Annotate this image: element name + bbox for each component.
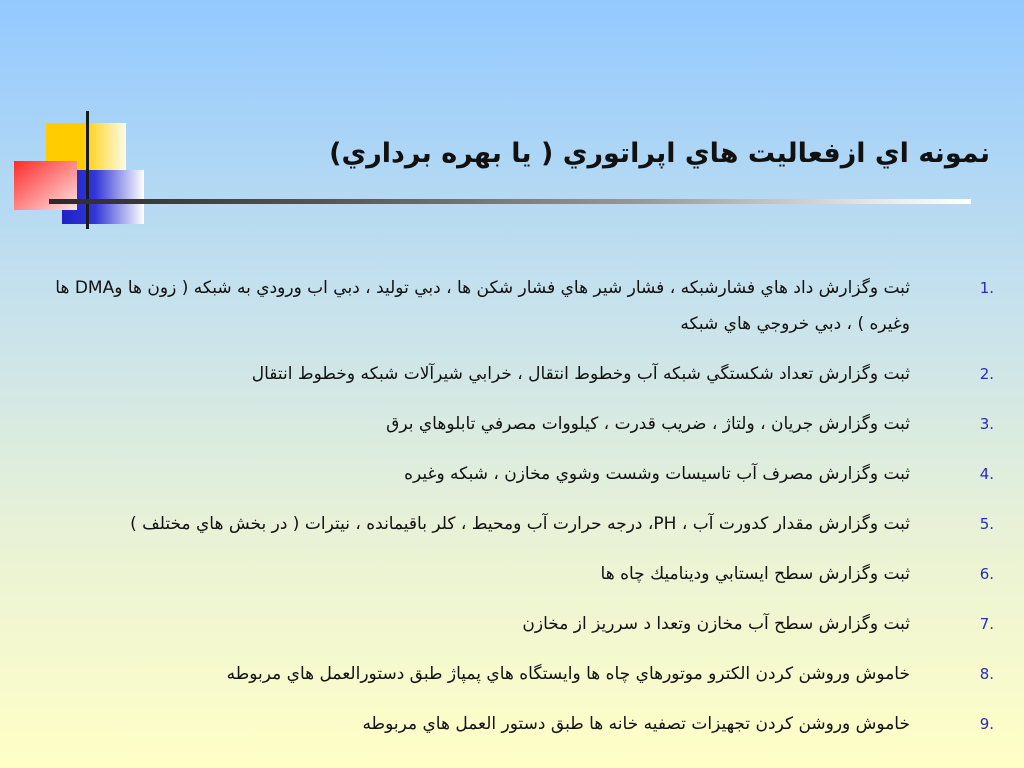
- list-item: [49, 556, 994, 592]
- list-item-text: ثبت وگزارش سطح آب مخازن وتعدا د سرريز از مخازن: [522, 614, 910, 634]
- list-item-number: 3.: [979, 415, 994, 433]
- list-item: [49, 356, 994, 392]
- list-item-text: ثبت وگزارش داد هاي فشارشبكه ، فشار شير هاي فشار شكن ها ، دبي توليد ، دبي اب ورودي به شبكه ( زون ها وDMA ها وغيره ) ، دبي خروجي هاي شبكه: [55, 278, 910, 334]
- list-item: [49, 270, 994, 342]
- list-item-text: ثبت وگزارش جريان ، ولتاژ ، ضريب قدرت ، كيلووات مصرفي تابلوهاي برق: [386, 414, 910, 434]
- list-item: [49, 406, 994, 442]
- list-item: [49, 656, 994, 692]
- list-item-number: 4.: [979, 465, 994, 483]
- list-item-number: 5.: [979, 515, 994, 533]
- list-item: [49, 706, 994, 742]
- decorative-logo: [0, 0, 160, 240]
- list-item: [49, 606, 994, 642]
- title-underline: [49, 199, 971, 204]
- list-item: [49, 456, 994, 492]
- list-item-text: خاموش وروشن كردن تجهيزات تصفيه خانه ها طبق دستور العمل هاي مربوطه: [362, 714, 910, 734]
- list-item-number: 7.: [979, 615, 994, 633]
- list-item-text: خاموش وروشن كردن الكترو موتورهاي چاه ها وايستگاه هاي پمپاژ طبق دستورالعمل هاي مربوطه: [226, 664, 910, 684]
- list-item-number: 1.: [979, 279, 994, 297]
- list-item: [49, 506, 994, 542]
- list-item-number: 8.: [979, 665, 994, 683]
- list-item-text: ثبت وگزارش سطح ايستابي وديناميك چاه ها: [600, 564, 910, 584]
- list-item-number: 6.: [979, 565, 994, 583]
- list-item-number: 9.: [979, 715, 994, 733]
- activity-list: [49, 270, 994, 756]
- vertical-rule: [86, 111, 89, 229]
- list-item-number: 2.: [979, 365, 994, 383]
- list-item-text: ثبت وگزارش مصرف آب تاسيسات وشست وشوي مخازن ، شبكه وغيره: [404, 464, 910, 484]
- slide-title: نمونه اي ازفعاليت هاي اپراتوري ( يا بهره برداري): [329, 138, 990, 169]
- list-item-text: ثبت وگزارش تعداد شكستگي شبكه آب وخطوط انتقال ، خرابي شيرآلات شبكه وخطوط انتقال: [251, 364, 910, 384]
- list-item-text: ثبت وگزارش مقدار كدورت آب ، PH، درجه حرارت آب ومحيط ، كلر باقيمانده ، نيترات ( در بخش هاي مختلف ): [130, 514, 910, 534]
